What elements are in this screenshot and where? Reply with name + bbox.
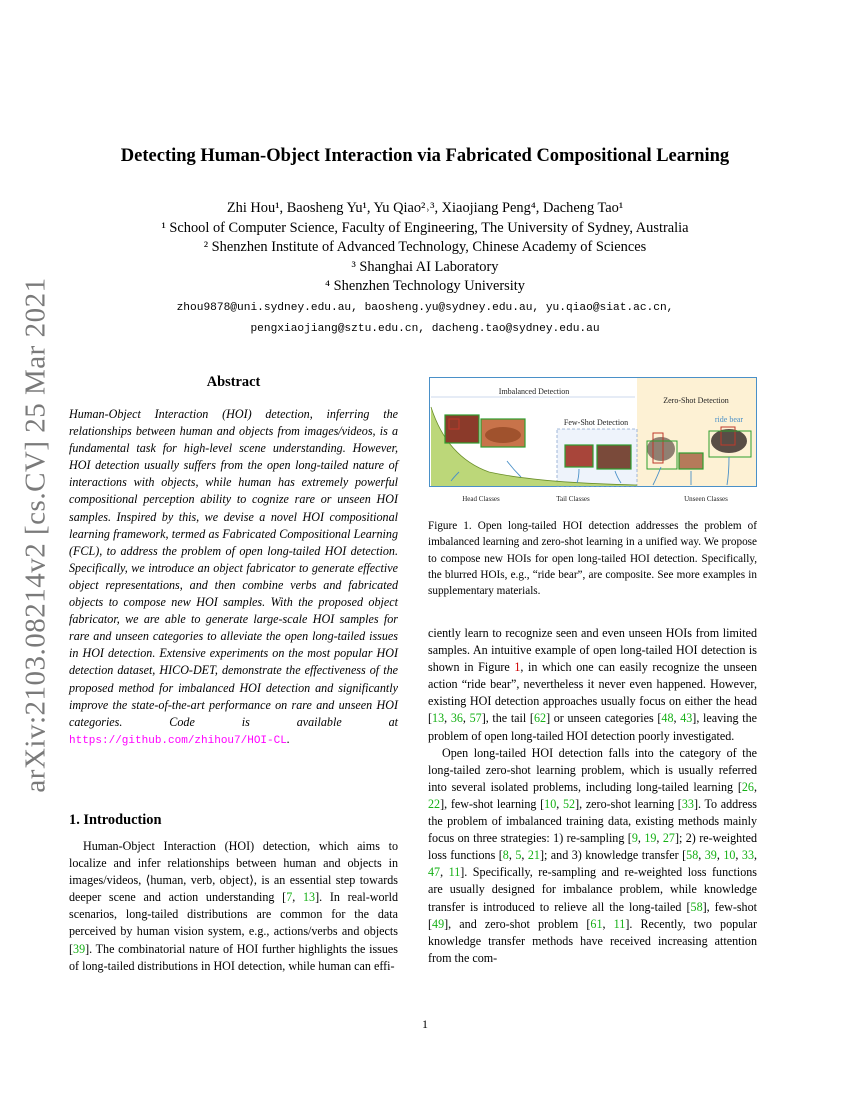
citation-link[interactable]: 22: [428, 796, 441, 811]
text-run: , in which one can easily recognize the unseen action “ride bear”, nevertheless it never even happened. However, existing HOI detection approaches usually focus on either the head [: [428, 660, 757, 726]
citation-link[interactable]: 9: [631, 831, 638, 846]
citation-link[interactable]: 36: [450, 711, 463, 726]
citation-link[interactable]: 10: [723, 848, 736, 863]
citation-link[interactable]: 61: [590, 916, 603, 931]
text-run: ]. Recently, two popular knowledge transfer methods have received increasing attention from the com-: [428, 916, 758, 965]
citation-link[interactable]: 5: [515, 848, 522, 863]
figure-1-graphic: [429, 377, 757, 507]
author-list: Zhi Hou¹, Baosheng Yu¹, Yu Qiao²˒³, Xiaojiang Peng⁴, Dacheng Tao¹: [226, 200, 624, 216]
label-tail-classes: Tail Classes: [556, 495, 590, 503]
right-column: [428, 625, 757, 967]
label-fewshot: Few-Shot Detection: [563, 418, 629, 427]
fewshot-image-1: [565, 445, 593, 467]
citation-link[interactable]: 21: [527, 848, 540, 863]
text-run: ]. To address the problem of imbalanced training data, existing methods mainly focus on three strategies: 1) re-sampling [: [428, 796, 757, 846]
email-line-1: zhou9878@uni.sydney.edu.au, baosheng.yu@sydney.edu.au, yu.qiao@siat.ac.cn,: [176, 302, 674, 314]
citation-link[interactable]: 58: [686, 848, 699, 863]
citation-link[interactable]: 10: [544, 796, 557, 811]
affiliation-3: ³ Shanghai AI Laboratory: [351, 258, 499, 275]
author-block: [0, 199, 850, 297]
citation-link[interactable]: 57: [469, 711, 482, 726]
citation-link[interactable]: 27: [662, 831, 675, 846]
label-ride-bear: ride bear: [714, 415, 744, 424]
citation-link[interactable]: 7: [286, 890, 293, 905]
citation-link[interactable]: 11: [448, 865, 461, 880]
code-link[interactable]: https://github.com/zhihou7/HOI-CL: [69, 734, 287, 747]
zeroshot-image-2: [679, 453, 703, 469]
right-paragraph-1: ciently learn to recognize seen and even unseen HOIs from limited samples. An intuitive example of open long-tailed HOI detection is shown in Figure 1, in which one can easily recognize the unseen action “ride bear”, nevertheless it never even happened. However, existing HOI detection approaches usually focus on either the head [13, 36, 57], the tail [62] or unseen categories [48, 43], leaving the problem of open long-tailed HOI detection poorly investigated.: [428, 626, 758, 743]
label-imbalanced: Imbalanced Detection: [498, 387, 570, 396]
affiliation-2: ² Shenzhen Institute of Advanced Technology, Chinese Academy of Sciences: [203, 239, 647, 255]
zeroshot-image-3: [711, 429, 747, 453]
figure-1: [429, 377, 757, 507]
citation-link[interactable]: 52: [562, 796, 576, 811]
text-run: ]. The combinatorial nature of HOI further highlights the issues of long-tailed distributions in HOI detection, while human can effi-: [69, 941, 398, 973]
page-number: 1: [422, 1017, 428, 1031]
arxiv-id: arXiv:2103.08214v2 [cs.CV] 25 Mar 2021: [19, 277, 52, 793]
text-run: ], zero-shot learning [: [575, 796, 682, 811]
citation-link[interactable]: 62: [533, 711, 547, 726]
arxiv-stamp: [6, 277, 66, 793]
citation-link[interactable]: 39: [73, 941, 86, 956]
text-run: ]; and 3) knowledge transfer [: [539, 848, 687, 863]
head-image-2-object: [485, 427, 521, 443]
intro-column: [69, 838, 398, 975]
text-run: ciently learn to recognize seen and even unseen HOIs from limited samples. An intuitive example of open long-tailed HOI detection is shown in Figure: [428, 626, 757, 675]
text-run: ], the tail [: [481, 711, 534, 726]
text-run: ], and zero-shot problem [: [444, 916, 591, 931]
text-run: ]; 2) re-weighted loss functions [: [428, 831, 757, 863]
label-zeroshot: Zero-Shot Detection: [663, 396, 729, 405]
citation-link[interactable]: 33: [681, 796, 694, 811]
citation-link[interactable]: 13: [432, 711, 445, 726]
abstract-text: Human-Object Interaction (HOI) detection, inferring the relationships between human and objects from images/videos, is a fundamental task for high-level scene understanding. However, HOI detection usually suffers from the open long-tailed nature of interactions with objects, while human has extremely powerful compositional perception ability to cognize rare or unseen HOI samples. Inspired by this, we devise a novel HOI compositional learning framework, termed as Fabricated Compositional Learning (FCL), to address the problem of open long-tailed HOI detection. Specifically, we introduce an object fabricator to generate effective object representations, and then combine verbs and fabricated objects to compose new HOI samples. With the proposed object fabricator, we are able to generate large-scale HOI samples for rare and unseen categories to alleviate the open long-tailed issues in HOI detection. Extensive experiments on the most popular HOI detection dataset, HICO-DET, demonstrate the effectiveness of the proposed method for imbalanced HOI detection and significantly improve the state-of-the-art performance on rare and unseen HOI categories. Code is available at: [69, 407, 398, 729]
citation-link[interactable]: 47: [428, 865, 441, 880]
affiliation-4: ⁴ Shenzhen Technology University: [325, 278, 525, 294]
citation-link[interactable]: 19: [644, 831, 657, 846]
affiliation-1: ¹ School of Computer Science, Faculty of Engineering, The University of Sydney, Australia: [161, 219, 689, 236]
intro-paragraph: Human-Object Interaction (HOI) detection, which aims to localize and infer relationships between human and objects in images/videos, ⟨human, verb, object⟩, is an essential step towards deeper scene and action understanding [7, 13]. In real-world scenarios, long-tailed distributions are common for the data perceived by human vision system, e.g., actions/verbs and objects [39]. The combinatorial nature of HOI further highlights the issues of long-tailed distributions in HOI detection, while human can effi-: [69, 839, 398, 973]
citation-link[interactable]: 48: [661, 711, 674, 726]
citation-link[interactable]: 58: [690, 899, 703, 914]
text-run: ], few-shot learning [: [440, 796, 545, 811]
text-run: Open long-tailed HOI detection falls into the category of the long-tailed zero-shot learning problem, which is usually referred into several isolated problems, including long-tailed learning [: [428, 745, 757, 794]
text-run: ], leaving the problem of open long-tailed HOI detection poorly investigated.: [428, 711, 758, 743]
fewshot-image-2: [597, 445, 631, 469]
label-head-classes: Head Classes: [462, 495, 500, 503]
citation-link[interactable]: 13: [302, 890, 316, 905]
text-run: ] or unseen categories [: [546, 711, 662, 726]
intro-heading: 1. Introduction: [69, 812, 162, 828]
text-run: ], few-shot [: [428, 899, 758, 931]
citation-link[interactable]: 8: [502, 848, 509, 863]
text-run: ]. Specifically, re-sampling and re-weighted loss functions are usually designed for imbalance problem, while knowledge transfer is introduced to relieve all the long-tailed [: [428, 865, 758, 914]
figure-link[interactable]: 1: [514, 660, 521, 675]
citation-link[interactable]: 33: [741, 848, 754, 863]
citation-link[interactable]: 11: [613, 916, 626, 931]
paper-title: Detecting Human-Object Interaction via Fabricated Compositional Learning: [120, 146, 730, 166]
label-unseen-classes: Unseen Classes: [684, 495, 728, 503]
citation-link[interactable]: 43: [680, 711, 693, 726]
email-block: [0, 298, 850, 340]
citation-link[interactable]: 39: [704, 848, 717, 863]
abstract-body: [69, 406, 398, 750]
figure-1-caption: Figure 1. Open long-tailed HOI detection addresses the problem of imbalanced learning and zero-shot learning in a unified way. We propose to compose new HOIs for open long-tailed HOI detection. Specifically, the blurred HOIs, e.g., “ride bear”, are composite. See more examples in supplementary materials.: [428, 520, 757, 598]
abstract-heading: Abstract: [206, 374, 261, 390]
email-line-2: pengxiaojiang@sztu.edu.cn, dacheng.tao@sydney.edu.au: [250, 323, 600, 335]
text-run: Human-Object Interaction (HOI) detection, which aims to localize and infer relationships between human and objects in images/videos, ⟨human, verb, object⟩, is an essential step towards deeper scene and action understanding [: [69, 839, 398, 905]
right-paragraph-2: Open long-tailed HOI detection falls into the category of the long-tailed zero-shot learning problem, which is usually referred into several isolated problems, including long-tailed learning [26, 22], few-shot learning [10, 52], zero-shot learning [33]. To address the problem of imbalanced training data, existing methods mainly focus on three strategies: 1) re-sampling [9, 19, 27]; 2) re-weighted loss functions [8, 5, 21]; and 3) knowledge transfer [58, 39, 10, 33, 47, 11]. Specifically, re-sampling and re-weighted loss functions are usually designed for imbalance problem, while knowledge transfer is introduced to relieve all the long-tailed [58], few-shot [49], and zero-shot problem [61, 11]. Recently, two popular knowledge transfer methods have received increasing attention from the com-: [428, 745, 758, 965]
abstract-end: .: [286, 731, 290, 746]
citation-link[interactable]: 49: [432, 916, 445, 931]
text-run: ]. In real-world scenarios, long-tailed distributions are common for the data perceived by human vision system, e.g., actions/verbs and objects [: [69, 890, 398, 956]
citation-link[interactable]: 26: [741, 779, 754, 794]
